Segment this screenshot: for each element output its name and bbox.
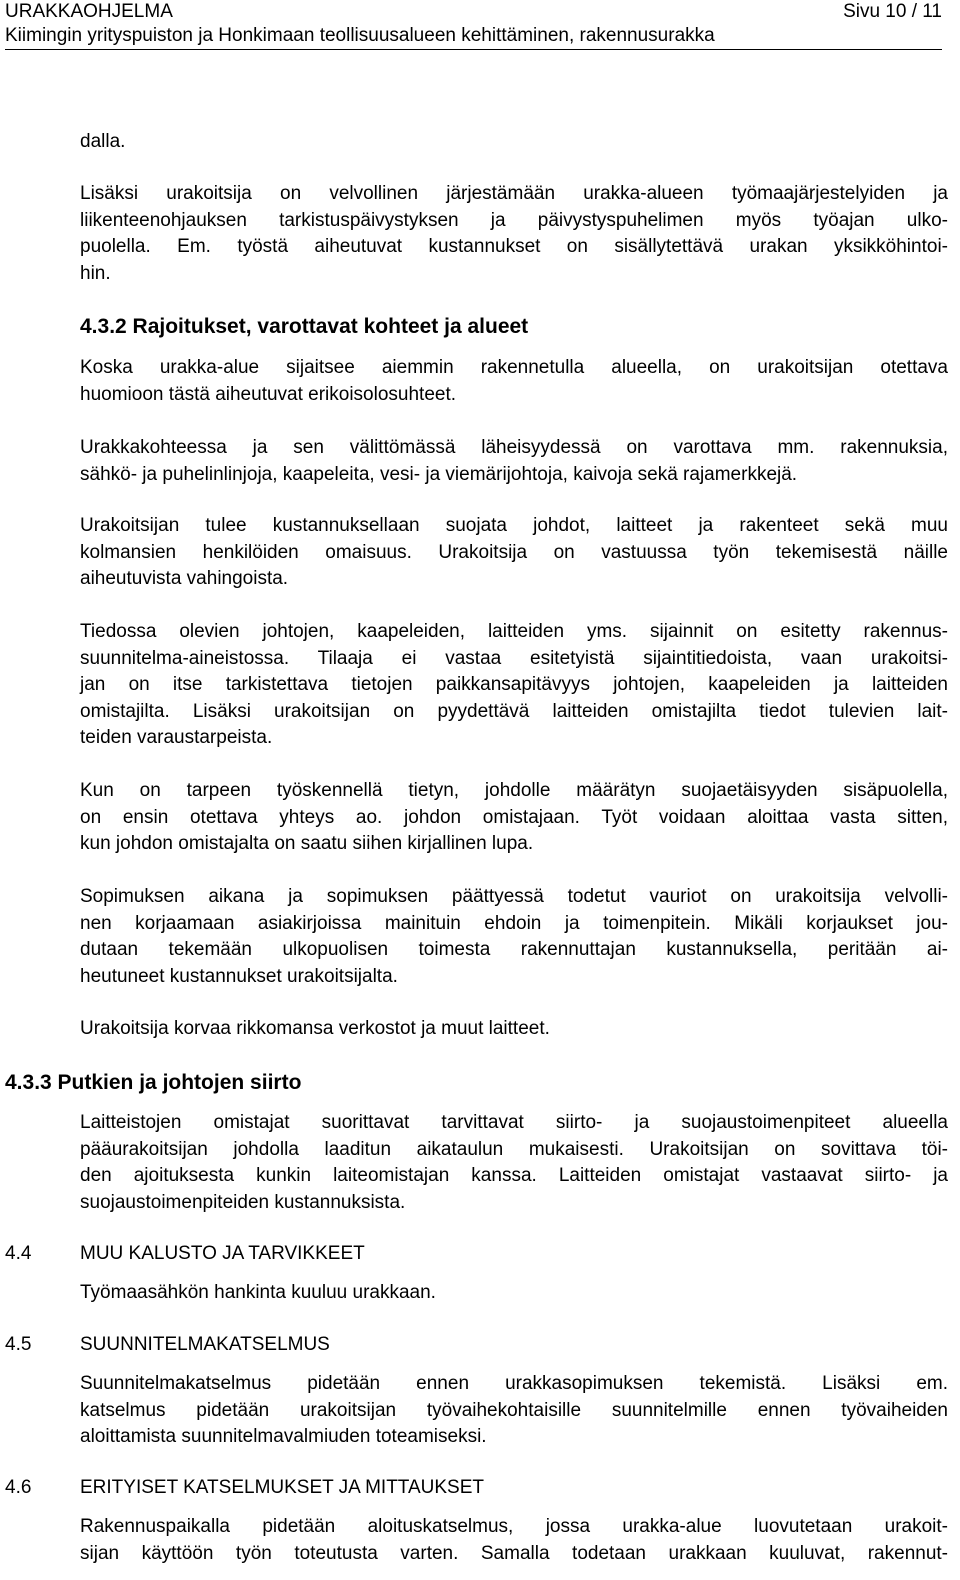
- text-line: Tiedossa olevien johtojen, kaapeleiden, laitteiden yms. sijainnit on esitetty rakennus-: [80, 621, 948, 642]
- text-line: sähkö- ja puhelinlinjoja, kaapeleita, vesi- ja viemärijohtoja, kaivoja sekä rajamerkkejä.: [80, 463, 798, 485]
- text-line: sijan käyttöön työn toteutusta varten. Samalla todetaan urakkaan kuuluvat, rakennut-: [80, 1542, 948, 1564]
- text-line: suojaustoimenpiteiden kustannuksista.: [80, 1191, 406, 1213]
- section-title: ERITYISET KATSELMUKSET JA MITTAUKSET: [80, 1477, 485, 1498]
- text-line: Työmaasähkön hankinta kuuluu urakkaan.: [80, 1282, 436, 1303]
- text-line: huomioon tästä aiheutuvat erikoisolosuhteet.: [80, 383, 457, 405]
- section-number: 4.4: [5, 1243, 32, 1264]
- text-line: nen korjaamaan asiakirjoissa mainituin ehdoin ja toimenpitein. Mikäli korjaukset jou-: [80, 912, 948, 934]
- page-header: [5, 0, 942, 23]
- paragraph-kun: [80, 778, 948, 858]
- paragraph-4-5: [80, 1371, 948, 1451]
- text-line: suunnitelma-aineistossa. Tilaaja ei vastaa esitetyistä sijaintitiedoista, vaan urakoitsi-: [80, 647, 948, 669]
- text-line: Suunnitelmakatselmus pidetään ennen urakkasopimuksen tekemistä. Lisäksi em.: [80, 1373, 948, 1394]
- text-line: hin.: [80, 262, 111, 284]
- paragraph-4-6: [80, 1514, 948, 1567]
- text-line: aloittamista suunnitelmavalmiuden toteamiseksi.: [80, 1426, 487, 1447]
- section-title: SUUNNITELMAKATSELMUS: [80, 1334, 330, 1355]
- paragraph-lisaksi: [80, 181, 948, 287]
- text-line: teiden varaustarpeista.: [80, 727, 273, 748]
- text-line: kun johdon omistajalta on saatu siihen kirjallinen lupa.: [80, 833, 534, 854]
- section-heading-4-3-3: 4.3.3 Putkien ja johtojen siirto: [5, 1071, 302, 1094]
- text-line: katselmus pidetään urakoitsijan työvaihekohtaisille suunnitelmille ennen työvaiheiden: [80, 1399, 948, 1421]
- paragraph-urakkakohteessa: [80, 435, 948, 488]
- text-line: kolmansien henkilöiden omaisuus. Urakoitsija on vastuussa työn tekemisestä näille: [80, 541, 948, 563]
- paragraph-koska: [80, 355, 948, 408]
- section-number: 4.5: [5, 1334, 32, 1355]
- text-line: den ajoituksesta kunkin laiteomistajan kanssa. Laitteiden omistajat vastaavat siirto- ja: [80, 1165, 948, 1186]
- page-number: Sivu 10 / 11: [843, 1, 942, 22]
- paragraph-urakoitsijan: [80, 513, 948, 593]
- text-line: puolella. Em. työstä aiheutuvat kustannukset on sisällytettävä urakan yksikköhintoi-: [80, 236, 948, 257]
- text-line: dalla.: [80, 131, 126, 152]
- text-line: on ensin otettava yhteys ao. johdon omistajaan. Työt voidaan aloittaa vasta sitten,: [80, 806, 948, 828]
- paragraph-tiedossa: [80, 619, 948, 752]
- paragraph-4-4: [80, 1280, 948, 1307]
- text-line: liikenteenohjauksen tarkistuspäivystyksen ja päivystyspuhelimen myös työajan ulko-: [80, 209, 948, 231]
- text-line: jan on itse tarkistettava tietojen paikkansapitävyys johtojen, kaapeleiden ja laitteiden: [80, 674, 948, 695]
- text-line: Koska urakka-alue sijaitsee aiemmin rakennetulla alueella, on urakoitsijan otettava: [80, 357, 948, 378]
- text-line: Lisäksi urakoitsija on velvollinen järjestämään urakka-alueen työmaajärjestelyiden ja: [80, 183, 948, 204]
- text-line: dutaan tekemään ulkopuolisen toimesta rakennuttajan kustannuksella, peritään ai-: [80, 939, 948, 960]
- paragraph-intro: [80, 129, 948, 156]
- text-line: Sopimuksen aikana ja sopimuksen päättyessä todetut vauriot on urakoitsija velvolli-: [80, 886, 948, 907]
- document-type: URAKKAOHJELMA: [5, 1, 173, 22]
- text-line: aiheutuvista vahingoista.: [80, 568, 289, 589]
- text-line: Laitteistojen omistajat suorittavat tarvittavat siirto- ja suojaustoimenpiteet alueella: [80, 1112, 948, 1133]
- section-heading-4-3-2: 4.3.2 Rajoitukset, varottavat kohteet ja alueet: [80, 315, 529, 338]
- text-line: pääurakoitsijan johdolla laaditun aikataulun mukaisesti. Urakoitsijan on sovittava töi-: [80, 1138, 948, 1160]
- paragraph-korvaa: [80, 1016, 948, 1043]
- text-line: Rakennuspaikalla pidetään aloituskatselmus, jossa urakka-alue luovutetaan urakoit-: [80, 1516, 948, 1537]
- paragraph-sopimuksen: [80, 884, 948, 990]
- text-line: Kun on tarpeen työskennellä tietyn, johdolle määrätyn suojaetäisyyden sisäpuolella,: [80, 780, 948, 801]
- text-line: Urakoitsija korvaa rikkomansa verkostot ja muut laitteet.: [80, 1018, 550, 1039]
- project-title: Kiimingin yrityspuiston ja Honkimaan teollisuusalueen kehittäminen, rakennusurakka: [5, 25, 715, 46]
- text-line: omistajilta. Lisäksi urakoitsijan on pyydettävä laitteiden omistajilta tiedot tulevien lait-: [80, 700, 948, 722]
- header-divider: [5, 49, 942, 50]
- section-number: 4.6: [5, 1477, 32, 1498]
- text-line: Urakkakohteessa ja sen välittömässä läheisyydessä on varottava mm. rakennuksia,: [80, 437, 948, 458]
- section-title: MUU KALUSTO JA TARVIKKEET: [80, 1243, 365, 1264]
- paragraph-laitteistojen: [80, 1110, 948, 1216]
- text-line: Urakoitsijan tulee kustannuksellaan suojata johdot, laitteet ja rakenteet sekä muu: [80, 515, 948, 536]
- text-line: heutuneet kustannukset urakoitsijalta.: [80, 965, 398, 987]
